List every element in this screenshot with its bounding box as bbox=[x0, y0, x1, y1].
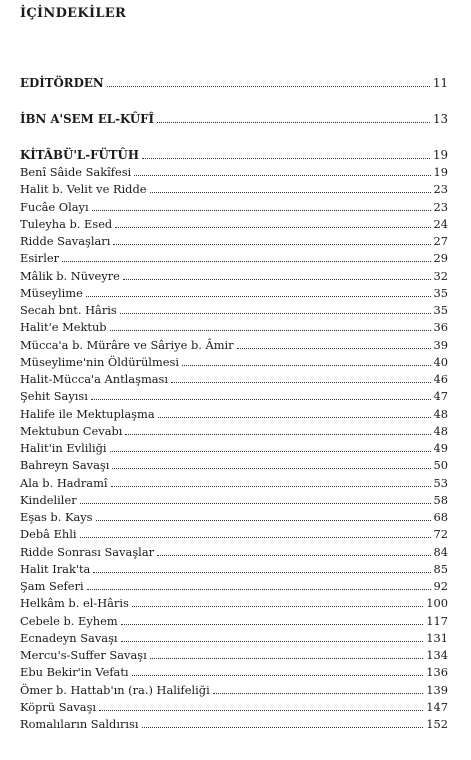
dot-leader bbox=[158, 416, 431, 418]
toc-entry-row bbox=[20, 455, 448, 472]
toc-section-row-title: KİTÂBÜ'L-FÜTÛH bbox=[20, 148, 139, 162]
toc-entry-row-title: Halit Irak'ta bbox=[20, 562, 91, 576]
toc-entry-row-page-number: 136 bbox=[426, 665, 448, 679]
dot-leader bbox=[110, 450, 431, 452]
toc-entry-row bbox=[20, 611, 448, 628]
toc-entry-row bbox=[20, 197, 448, 214]
dot-leader bbox=[182, 364, 431, 366]
toc-entry-row-page-number: 27 bbox=[433, 234, 448, 248]
toc-entry-row bbox=[20, 473, 448, 490]
dot-leader bbox=[115, 226, 430, 228]
toc-entry-row bbox=[20, 662, 448, 679]
toc-entry-row-title: Halife ile Mektuplaşma bbox=[20, 407, 155, 421]
toc-entry-row-title: Ridde Savaşları bbox=[20, 234, 111, 248]
dot-leader bbox=[80, 502, 431, 504]
toc-entry-row-page-number: 19 bbox=[433, 165, 448, 179]
toc-entry-row-page-number: 48 bbox=[433, 407, 448, 421]
dot-leader bbox=[62, 260, 430, 262]
dot-leader bbox=[92, 209, 431, 211]
toc-entry-row-title: Eşas b. Kays bbox=[20, 510, 93, 524]
toc-entry-row-title: Müseylime'nin Öldürülmesi bbox=[20, 355, 179, 369]
toc-entry-row bbox=[20, 645, 448, 662]
toc-section-row bbox=[20, 109, 448, 126]
toc-entry-row bbox=[20, 317, 448, 334]
toc-entry-row bbox=[20, 542, 448, 559]
dot-leader bbox=[99, 709, 423, 711]
toc-entry-row bbox=[20, 352, 448, 369]
dot-leader bbox=[150, 657, 424, 659]
toc-entry-row-title: Mektubun Cevabı bbox=[20, 424, 123, 438]
toc-entry-row bbox=[20, 369, 448, 386]
toc-entry-row bbox=[20, 507, 448, 524]
dot-leader bbox=[87, 588, 431, 590]
dot-leader bbox=[123, 278, 431, 280]
toc-entry-row-page-number: 152 bbox=[426, 717, 448, 731]
toc-section-row bbox=[20, 145, 448, 162]
toc-entry-row-page-number: 84 bbox=[433, 545, 448, 559]
toc-entry-row bbox=[20, 524, 448, 541]
dot-leader bbox=[142, 726, 424, 728]
toc-entry-row-page-number: 23 bbox=[433, 182, 448, 196]
toc-entry-row-title: Mücca'a b. Mürâre ve Sâriye b. Âmir bbox=[20, 338, 234, 352]
toc-entry-row-page-number: 36 bbox=[433, 320, 448, 334]
toc-entry-row-title: Halit'e Mektub bbox=[20, 320, 107, 334]
dot-leader bbox=[93, 571, 430, 573]
toc-entry-row bbox=[20, 714, 448, 731]
dot-leader bbox=[132, 605, 423, 607]
dot-leader bbox=[150, 191, 431, 193]
dot-leader bbox=[157, 554, 430, 556]
toc-entry-row-title: Halit-Mücca'a Antlaşması bbox=[20, 372, 169, 386]
toc-entry-row-page-number: 134 bbox=[426, 648, 448, 662]
toc-entry-row-title: Şehit Sayısı bbox=[20, 389, 88, 403]
toc-entry-row-title: Cebele b. Eyhem bbox=[20, 614, 118, 628]
toc-entry-row bbox=[20, 335, 448, 352]
toc-entry-row-title: Kindeliler bbox=[20, 493, 77, 507]
dot-leader bbox=[120, 312, 431, 314]
toc-entry-row-page-number: 47 bbox=[433, 389, 448, 403]
toc-entry-row-title: Halit b. Velit ve Ridde bbox=[20, 182, 147, 196]
toc-entry-row-page-number: 29 bbox=[433, 251, 448, 265]
toc-entry-row-title: Romalıların Saldırısı bbox=[20, 717, 139, 731]
dot-leader bbox=[111, 485, 431, 487]
toc-entry-row-page-number: 50 bbox=[433, 458, 448, 472]
dot-leader bbox=[121, 623, 424, 625]
toc-entry-row-title: Tuleyha b. Esed bbox=[20, 217, 113, 231]
toc-entry-row bbox=[20, 404, 448, 421]
toc-entry-row-title: Esirler bbox=[20, 251, 60, 265]
toc-entry-row bbox=[20, 179, 448, 196]
dot-leader bbox=[113, 243, 430, 245]
toc-entry-row bbox=[20, 490, 448, 507]
toc-entry-row-page-number: 32 bbox=[433, 269, 448, 283]
toc-entry-row-page-number: 92 bbox=[433, 579, 448, 593]
dot-leader bbox=[91, 398, 431, 400]
toc-entry-row bbox=[20, 576, 448, 593]
toc-entry-row-page-number: 24 bbox=[433, 217, 448, 231]
toc-section-row-title: EDİTÖRDEN bbox=[20, 76, 104, 90]
toc-entry-row-page-number: 23 bbox=[433, 200, 448, 214]
dot-leader bbox=[80, 536, 431, 538]
toc-entry-row bbox=[20, 628, 448, 645]
toc-entry-row bbox=[20, 559, 448, 576]
toc-entry-row bbox=[20, 697, 448, 714]
toc-entry-row-title: Debâ Ehli bbox=[20, 527, 77, 541]
toc-entry-row bbox=[20, 248, 448, 265]
toc-section-row-page-number: 11 bbox=[432, 76, 448, 90]
toc-entry-row-title: Ömer b. Hattab'ın (ra.) Halifeliği bbox=[20, 683, 210, 697]
toc-entry-row-page-number: 68 bbox=[433, 510, 448, 524]
toc-entry-row-title: Fucâe Olayı bbox=[20, 200, 89, 214]
toc-entry-row bbox=[20, 300, 448, 317]
toc-entry-row-page-number: 40 bbox=[433, 355, 448, 369]
toc-entry-row-title: Ebu Bekir'in Vefatı bbox=[20, 665, 129, 679]
toc-entry-row-page-number: 35 bbox=[433, 303, 448, 317]
toc-entry-row-page-number: 53 bbox=[433, 476, 448, 490]
toc-entry-row-title: Helkâm b. el-Hâris bbox=[20, 596, 129, 610]
dot-leader bbox=[121, 640, 424, 642]
toc-entry-row-page-number: 147 bbox=[426, 700, 448, 714]
toc-entry-row bbox=[20, 214, 448, 231]
dot-leader bbox=[171, 381, 430, 383]
toc-entry-row-page-number: 139 bbox=[426, 683, 448, 697]
dot-leader bbox=[86, 295, 431, 297]
toc-entry-row bbox=[20, 438, 448, 455]
toc-entry-row bbox=[20, 421, 448, 438]
toc-section-row bbox=[20, 73, 448, 90]
toc-entry-row-title: Ridde Sonrası Savaşlar bbox=[20, 545, 155, 559]
toc-entry-row-title: Bahreyn Savaşı bbox=[20, 458, 110, 472]
toc-entry-row-title: Şam Seferi bbox=[20, 579, 84, 593]
dot-leader bbox=[110, 329, 431, 331]
dot-leader bbox=[142, 157, 430, 159]
toc-entry-row-page-number: 35 bbox=[433, 286, 448, 300]
toc-entry-row bbox=[20, 680, 448, 697]
toc-entry-row-title: Ecnadeyn Savaşı bbox=[20, 631, 118, 645]
toc-entry-row bbox=[20, 593, 448, 610]
toc-entry-row-title: Müseylime bbox=[20, 286, 83, 300]
toc-section-row-title: İBN A'SEM EL-KÛFÎ bbox=[20, 112, 155, 126]
toc-entry-row-title: Mâlik b. Nüveyre bbox=[20, 269, 120, 283]
toc-entry-row bbox=[20, 231, 448, 248]
toc-entry-row-page-number: 72 bbox=[433, 527, 448, 541]
toc-entry-row-page-number: 58 bbox=[433, 493, 448, 507]
toc-entry-row-page-number: 85 bbox=[433, 562, 448, 576]
toc-entry-row-title: Secah bnt. Hâris bbox=[20, 303, 117, 317]
dot-leader bbox=[125, 433, 430, 435]
toc-entry-row-title: Mercu's-Suffer Savaşı bbox=[20, 648, 147, 662]
toc-entry-row-page-number: 117 bbox=[426, 614, 448, 628]
toc-entry-row bbox=[20, 162, 448, 179]
toc-entry-row-page-number: 49 bbox=[433, 441, 448, 455]
toc-entry-row-title: Halit'in Evliliği bbox=[20, 441, 107, 455]
toc-entry-row bbox=[20, 283, 448, 300]
toc-entry-row-page-number: 46 bbox=[433, 372, 448, 386]
toc-entry-row-title: Köprü Savaşı bbox=[20, 700, 97, 714]
toc-entry-row-title: Ala b. Hadramî bbox=[20, 476, 108, 490]
dot-leader bbox=[112, 467, 430, 469]
dot-leader bbox=[134, 174, 430, 176]
dot-leader bbox=[237, 347, 431, 349]
toc-section-row-page-number: 19 bbox=[432, 148, 448, 162]
toc-entry-row-page-number: 100 bbox=[426, 596, 448, 610]
dot-leader bbox=[157, 121, 430, 123]
page-title: İÇİNDEKİLER bbox=[20, 6, 127, 21]
dot-leader bbox=[96, 519, 431, 521]
dot-leader bbox=[132, 674, 424, 676]
toc-section-row-page-number: 13 bbox=[432, 112, 448, 126]
toc-entry-row bbox=[20, 266, 448, 283]
toc-entry-row-page-number: 48 bbox=[433, 424, 448, 438]
dot-leader bbox=[107, 85, 430, 87]
dot-leader bbox=[213, 692, 424, 694]
toc-entry-row-page-number: 39 bbox=[433, 338, 448, 352]
toc-entry-row-title: Benî Sâide Sakîfesi bbox=[20, 165, 132, 179]
toc-entry-row-page-number: 131 bbox=[426, 631, 448, 645]
toc-entry-row bbox=[20, 386, 448, 403]
